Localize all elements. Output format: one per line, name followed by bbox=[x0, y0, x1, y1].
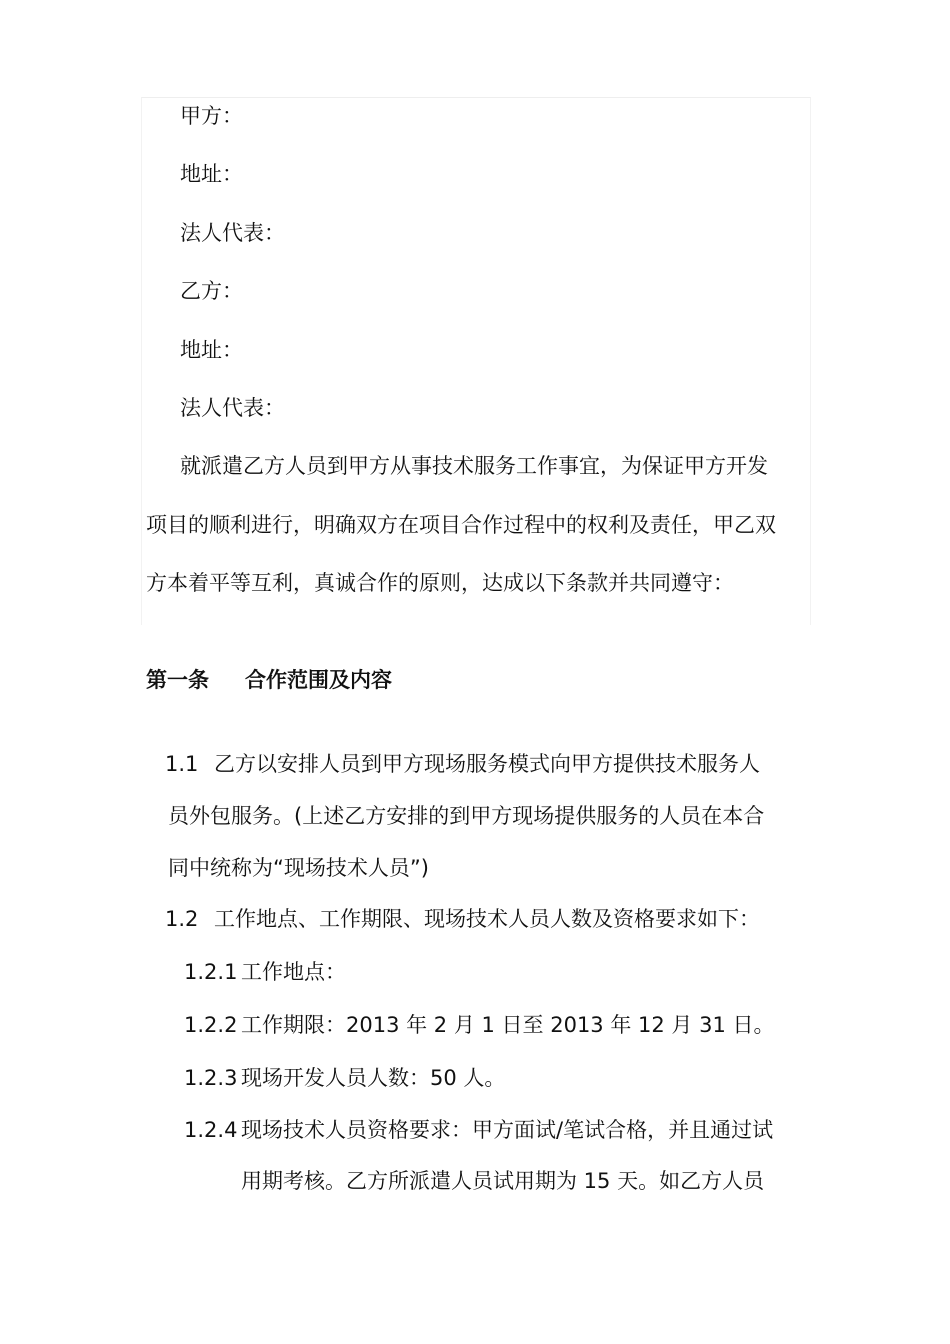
clause-1-2-3-text: 现场开发人员人数：50 人。 bbox=[241, 1066, 506, 1090]
party-a-rep-label: 法人代表： bbox=[180, 221, 285, 245]
clause-1-2-text: 工作地点、工作期限、现场技术人员人数及资格要求如下： bbox=[214, 907, 760, 931]
party-b-address-label: 地址： bbox=[180, 338, 243, 362]
clause-1-2-1-number: 1.2.1 bbox=[184, 960, 238, 984]
article-1-number: 第一条 bbox=[146, 668, 209, 692]
clause-1-2-3-number: 1.2.3 bbox=[184, 1066, 238, 1090]
article-1-title: 合作范围及内容 bbox=[245, 668, 392, 692]
clause-1-1-line-3: 同中统称为“现场技术人员”) bbox=[168, 856, 429, 880]
clause-1-2-2-text: 工作期限：2013 年 2 月 1 日至 2013 年 12 月 31 日。 bbox=[241, 1013, 775, 1037]
party-b-label: 乙方： bbox=[180, 279, 243, 303]
preamble-line-3: 方本着平等互利，真诚合作的原则，达成以下条款并共同遵守： bbox=[146, 571, 734, 595]
clause-1-2-number: 1.2 bbox=[165, 907, 199, 931]
clause-1-2-4-line-2: 用期考核。乙方所派遣人员试用期为 15 天。如乙方人员 bbox=[241, 1169, 765, 1193]
clause-1-2-2-number: 1.2.2 bbox=[184, 1013, 238, 1037]
clause-1-2-4-number: 1.2.4 bbox=[184, 1118, 238, 1142]
preamble-line-2: 项目的顺利进行，明确双方在项目合作过程中的权利及责任，甲乙双 bbox=[146, 513, 776, 537]
party-a-address-label: 地址： bbox=[180, 162, 243, 186]
clause-1-1-line-2: 员外包服务。(上述乙方安排的到甲方现场提供服务的人员在本合 bbox=[168, 804, 765, 828]
party-b-rep-label: 法人代表： bbox=[180, 396, 285, 420]
clause-1-1-number: 1.1 bbox=[165, 752, 199, 776]
clause-1-1-line-1: 乙方以安排人员到甲方现场服务模式向甲方提供技术服务人 bbox=[214, 752, 760, 776]
clause-1-2-1-text: 工作地点： bbox=[241, 960, 346, 984]
clause-1-2-4-line-1: 现场技术人员资格要求：甲方面试/笔试合格，并且通过试 bbox=[241, 1118, 774, 1142]
preamble-line-1: 就派遣乙方人员到甲方从事技术服务工作事宜，为保证甲方开发 bbox=[180, 454, 768, 478]
party-a-label: 甲方： bbox=[180, 104, 243, 128]
